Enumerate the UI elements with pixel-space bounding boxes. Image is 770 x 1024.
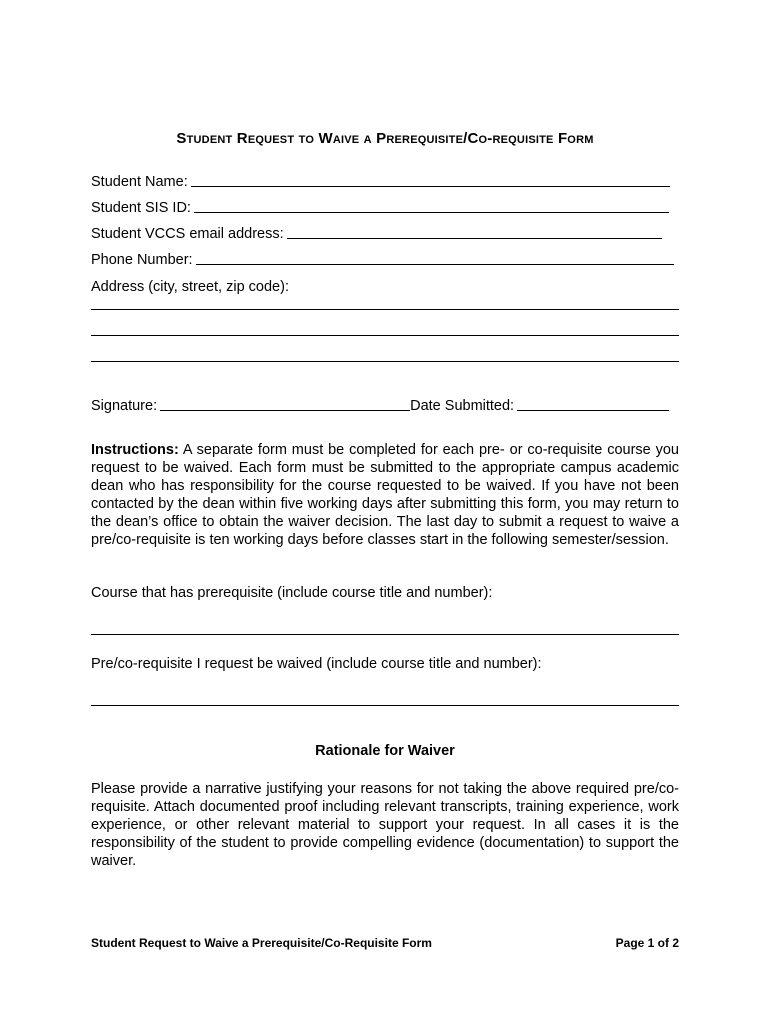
date-submitted-label: Date Submitted: (410, 398, 515, 414)
signature-input[interactable] (160, 409, 410, 411)
student-sis-id-input[interactable] (194, 211, 669, 213)
student-name-input[interactable] (191, 185, 670, 187)
address-line-3[interactable] (91, 361, 679, 362)
instructions-text: A separate form must be completed for each pre- or co-requisite course you request to be waived. Each form must be submitted to the appropriate campus academic dean who has responsibility for the course requested to be waived. If you have not been contacted by the dean within five working days after submitting this form, you may return to the dean’s office to obtain the waiver decision. The last day to submit a request to waive a pre/co-requisite is ten working days before classes start in the following semester/session. (91, 442, 679, 548)
phone-number-row (91, 252, 674, 268)
student-sis-id-row (91, 200, 669, 216)
waived-prompt: Pre/co-requisite I request be waived (include course title and number): (91, 656, 542, 672)
signature-label: Signature: (91, 398, 158, 414)
phone-number-input[interactable] (196, 263, 674, 265)
address-label: Address (city, street, zip code): (91, 279, 289, 295)
student-email-input[interactable] (287, 237, 662, 239)
student-sis-id-label: Student SIS ID: (91, 200, 191, 216)
instructions-label: Instructions: (91, 442, 179, 458)
date-submitted-input[interactable] (517, 409, 669, 411)
course-prompt: Course that has prerequisite (include course title and number): (91, 585, 493, 601)
instructions-paragraph (91, 441, 679, 549)
address-line-2[interactable] (91, 335, 679, 336)
footer-form-name: Student Request to Waive a Prerequisite/Co-Requisite Form (91, 936, 432, 950)
student-email-label: Student VCCS email address: (91, 226, 284, 242)
student-name-label: Student Name: (91, 174, 188, 190)
course-answer-line[interactable] (91, 634, 679, 635)
student-name-row (91, 174, 670, 190)
form-title: Student Request to Waive a Prerequisite/Co-requisite Form (176, 130, 594, 147)
student-email-row (91, 226, 662, 242)
footer-page-number: Page 1 of 2 (615, 936, 679, 950)
phone-number-label: Phone Number: (91, 252, 193, 268)
signature-row (91, 398, 669, 414)
waived-answer-line[interactable] (91, 705, 679, 706)
rationale-paragraph: Please provide a narrative justifying your reasons for not taking the above required pre/co-requisite. Attach documented proof including relevant transcripts, training experience, work experience, or other relevant material to support your request. In all cases it is the responsibility of the student to provide compelling evidence (documentation) to support the waiver. (91, 781, 679, 869)
rationale-heading: Rationale for Waiver (315, 743, 455, 759)
address-line-1[interactable] (91, 309, 679, 310)
